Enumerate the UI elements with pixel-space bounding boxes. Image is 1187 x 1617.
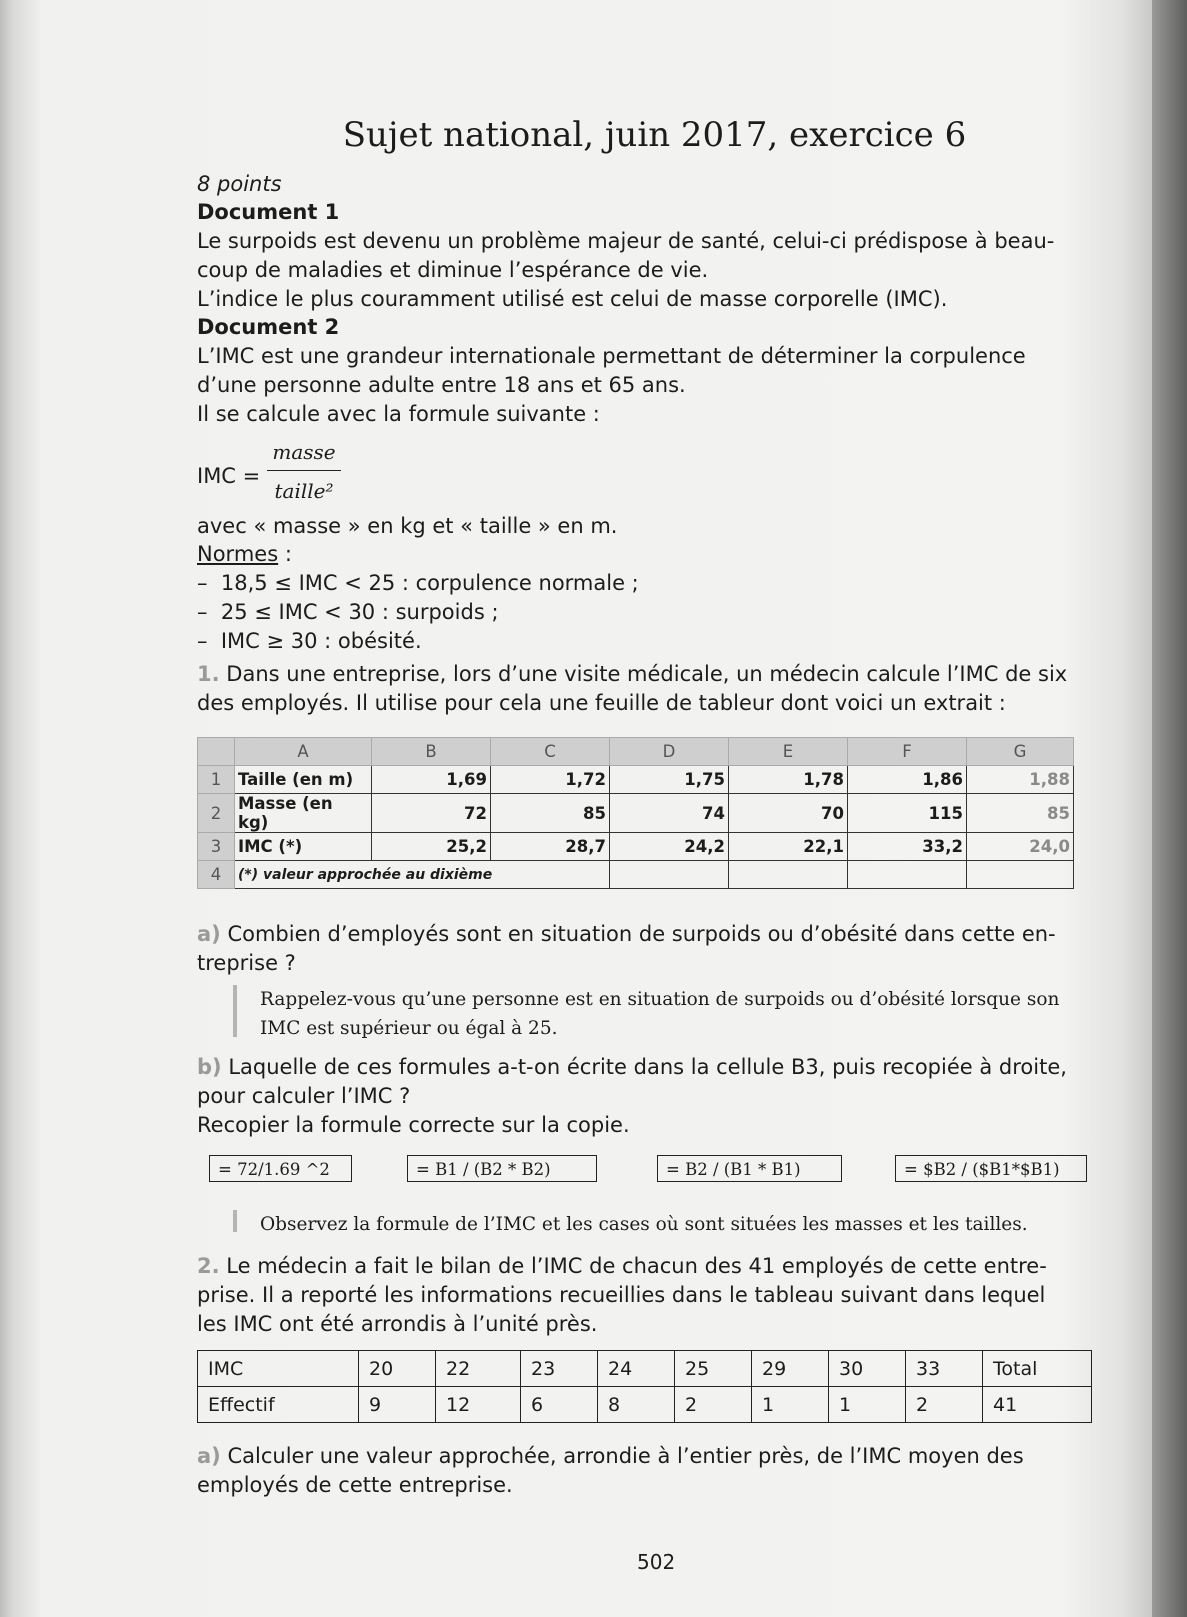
column-header: B xyxy=(372,738,491,766)
question-2-line: les IMC ont été arrondis à l’unité près. xyxy=(197,1312,598,1336)
table-cell: 41 xyxy=(983,1387,1092,1423)
sheet-cell: 28,7 xyxy=(491,833,610,861)
question-letter: b) xyxy=(197,1055,222,1079)
question-1-line: 1. Dans une entreprise, lors d’une visite médicale, un médecin calcule l’IMC de six xyxy=(197,662,1068,686)
column-header: A xyxy=(235,738,372,766)
table-cell: 33 xyxy=(906,1351,983,1387)
doc1-line: Le surpoids est devenu un problème majeur de santé, celui-ci prédispose à beau- xyxy=(197,229,1055,253)
row-label: Effectif xyxy=(198,1387,359,1423)
doc2-heading: Document 2 xyxy=(197,315,340,339)
sheet-cell: 24,0 xyxy=(967,833,1074,861)
sheet-cell xyxy=(967,861,1074,889)
hint-line: IMC est supérieur ou égal à 25. xyxy=(260,1018,558,1039)
page-number: 502 xyxy=(637,1550,676,1574)
sheet-note-cell: (*) valeur approchée au dixième xyxy=(235,861,610,889)
table-cell: 29 xyxy=(752,1351,829,1387)
imc-fraction xyxy=(267,440,341,503)
table-cell: 8 xyxy=(598,1387,675,1423)
table-cell: 9 xyxy=(359,1387,436,1423)
row-number: 4 xyxy=(198,861,235,889)
corner-cell xyxy=(198,738,235,766)
normes-label: Normes xyxy=(197,542,279,566)
sheet-cell: 115 xyxy=(848,794,967,833)
table-cell: 1 xyxy=(829,1387,906,1423)
imc-effectif-table xyxy=(197,1350,1092,1423)
sheet-cell: 33,2 xyxy=(848,833,967,861)
table-cell: 23 xyxy=(521,1351,598,1387)
doc2-line: L’IMC est une grandeur internationale permettant de déterminer la corpulence xyxy=(197,344,1026,368)
question-number: 2. xyxy=(197,1254,220,1278)
table-cell: Total xyxy=(983,1351,1092,1387)
sheet-row xyxy=(198,794,1074,833)
sheet-header-row xyxy=(198,738,1074,766)
row-number: 2 xyxy=(198,794,235,833)
column-header: F xyxy=(848,738,967,766)
formula-option: = 72/1.69 ^2 xyxy=(209,1155,352,1182)
row-number: 1 xyxy=(198,766,235,794)
page-title: Sujet national, juin 2017, exercice 6 xyxy=(342,115,967,155)
question-2a-line: a) Calculer une valeur approchée, arrondie à l’entier près, de l’IMC moyen des xyxy=(197,1444,1024,1468)
row-number: 3 xyxy=(198,833,235,861)
fraction-denominator: taille² xyxy=(274,479,334,503)
fraction-bar xyxy=(267,470,341,471)
spreadsheet-table xyxy=(197,737,1074,889)
question-a-line: treprise ? xyxy=(197,951,296,975)
sheet-cell: 1,78 xyxy=(729,766,848,794)
norme-item: – IMC ≥ 30 : obésité. xyxy=(197,629,422,653)
sheet-row xyxy=(198,861,1074,889)
sheet-cell xyxy=(729,861,848,889)
question-1-line: des employés. Il utilise pour cela une feuille de tableur dont voici un extrait : xyxy=(197,691,1006,715)
fraction-numerator: masse xyxy=(272,440,336,464)
sheet-cell: IMC (*) xyxy=(235,833,372,861)
table-cell: 6 xyxy=(521,1387,598,1423)
sheet-row xyxy=(198,833,1074,861)
row-label: IMC xyxy=(198,1351,359,1387)
question-b-line: b) Laquelle de ces formules a-t-on écrite dans la cellule B3, puis recopiée à droite, xyxy=(197,1055,1067,1079)
table-cell: 1 xyxy=(752,1387,829,1423)
sheet-cell: 74 xyxy=(610,794,729,833)
sheet-cell: 25,2 xyxy=(372,833,491,861)
question-letter: a) xyxy=(197,922,221,946)
formula-lhs: IMC = xyxy=(197,464,261,488)
column-header: C xyxy=(491,738,610,766)
doc2-line: Il se calcule avec la formule suivante : xyxy=(197,402,600,426)
column-header: E xyxy=(729,738,848,766)
table-cell: 25 xyxy=(675,1351,752,1387)
sheet-cell xyxy=(848,861,967,889)
column-header: G xyxy=(967,738,1074,766)
sheet-cell: Masse (en kg) xyxy=(235,794,372,833)
sheet-cell: 1,88 xyxy=(967,766,1074,794)
page-right-shadow xyxy=(1152,0,1187,1617)
doc1-line: L’indice le plus couramment utilisé est celui de masse corporelle (IMC). xyxy=(197,287,948,311)
hint-bar xyxy=(233,1210,237,1232)
units-line: avec « masse » en kg et « taille » en m. xyxy=(197,514,618,538)
sheet-cell: 24,2 xyxy=(610,833,729,861)
question-a-line: a) Combien d’employés sont en situation de surpoids ou d’obésité dans cette en- xyxy=(197,922,1056,946)
sheet-cell: 70 xyxy=(729,794,848,833)
norme-item: – 25 ≤ IMC < 30 : surpoids ; xyxy=(197,600,499,624)
sheet-cell: 72 xyxy=(372,794,491,833)
sheet-cell: 85 xyxy=(967,794,1074,833)
effectif-row xyxy=(198,1387,1092,1423)
column-header: D xyxy=(610,738,729,766)
sheet-row xyxy=(198,766,1074,794)
hint-line: Rappelez-vous qu’une personne est en situation de surpoids ou d’obésité lorsque son xyxy=(260,989,1060,1010)
sheet-cell xyxy=(610,861,729,889)
formula-option: = B1 / (B2 * B2) xyxy=(407,1155,597,1182)
imc-row xyxy=(198,1351,1092,1387)
doc2-line: d’une personne adulte entre 18 ans et 65 ans. xyxy=(197,373,686,397)
sheet-cell: Taille (en m) xyxy=(235,766,372,794)
table-cell: 30 xyxy=(829,1351,906,1387)
doc1-heading: Document 1 xyxy=(197,200,340,224)
sheet-cell: 1,86 xyxy=(848,766,967,794)
table-cell: 2 xyxy=(906,1387,983,1423)
hint-bar xyxy=(233,985,237,1037)
question-b-line: pour calculer l’IMC ? xyxy=(197,1084,411,1108)
table-cell: 12 xyxy=(436,1387,521,1423)
normes-colon: : xyxy=(278,542,292,566)
sheet-cell: 85 xyxy=(491,794,610,833)
doc1-line: coup de maladies et diminue l’espérance de vie. xyxy=(197,258,709,282)
sheet-cell: 1,69 xyxy=(372,766,491,794)
table-cell: 22 xyxy=(436,1351,521,1387)
question-2a-line: employés de cette entreprise. xyxy=(197,1473,513,1497)
normes-heading xyxy=(197,540,292,569)
question-number: 1. xyxy=(197,662,220,686)
formula-option: = $B2 / ($B1*$B1) xyxy=(895,1155,1087,1182)
question-letter: a) xyxy=(197,1444,221,1468)
table-cell: 24 xyxy=(598,1351,675,1387)
points: 8 points xyxy=(197,172,282,196)
sheet-cell: 1,72 xyxy=(491,766,610,794)
hint-line: Observez la formule de l’IMC et les cases où sont situées les masses et les tailles. xyxy=(260,1214,1028,1235)
question-2-line: prise. Il a reporté les informations recueillies dans le tableau suivant dans lequel xyxy=(197,1283,1046,1307)
table-cell: 2 xyxy=(675,1387,752,1423)
sheet-cell: 1,75 xyxy=(610,766,729,794)
table-cell: 20 xyxy=(359,1351,436,1387)
question-b-line: Recopier la formule correcte sur la copie. xyxy=(197,1113,630,1137)
formula-option: = B2 / (B1 * B1) xyxy=(657,1155,842,1182)
question-2-line: 2. Le médecin a fait le bilan de l’IMC de chacun des 41 employés de cette entre- xyxy=(197,1254,1047,1278)
norme-item: – 18,5 ≤ IMC < 25 : corpulence normale ; xyxy=(197,571,639,595)
sheet-cell: 22,1 xyxy=(729,833,848,861)
